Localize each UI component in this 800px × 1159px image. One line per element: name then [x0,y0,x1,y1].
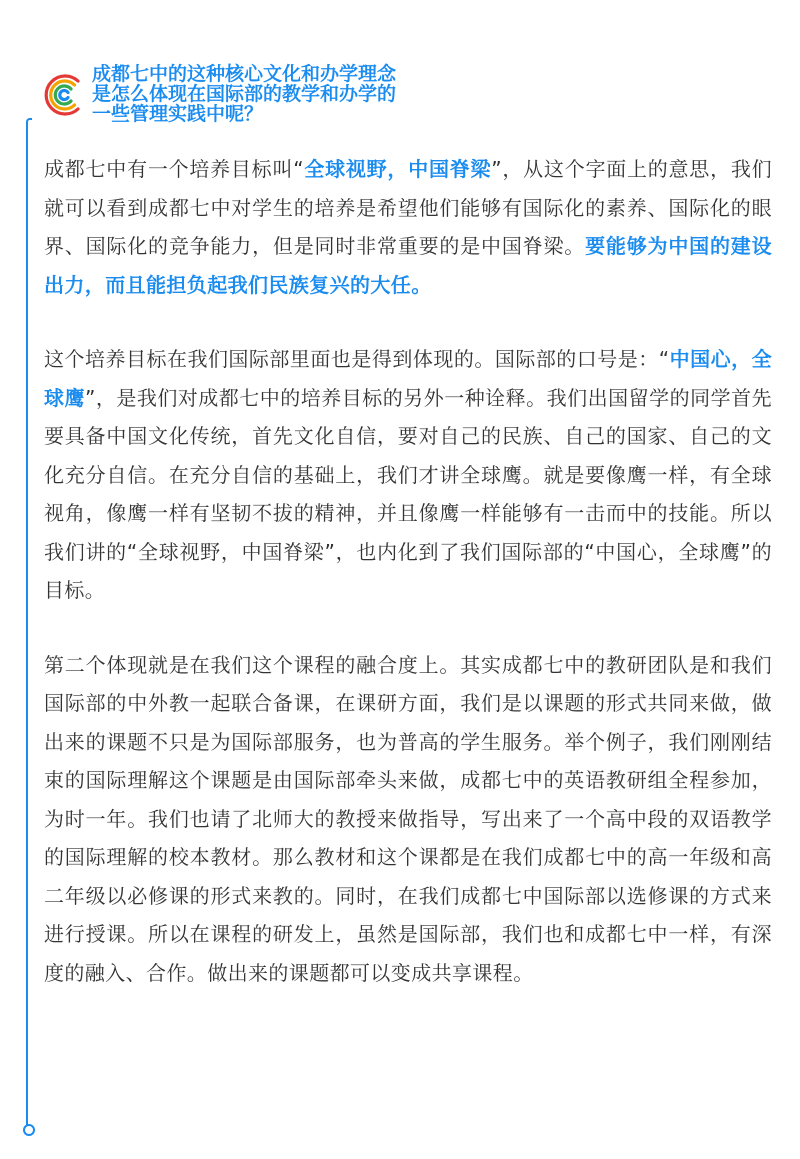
article-body [44,150,772,1028]
paragraph-text: 第二个体现就是在我们这个课程的融合度上。其实成都七中的教研团队是和我们国际部的中外教一起联合备课，在课研方面，我们是以课题的形式共同来做，做出来的课题不只是为国际部服务，也为普高的学生服务。举个例子，我们刚刚结束的国际理解这个课题是由国际部牵头来做，成都七中的英语教研组全程参加，为时一年。我们也请了北师大的教授来做指导，写出来了一个高中段的双语教学的国际理解的校本教材。那么教材和这个课都是在我们成都七中的高一年级和高二年级以必修课的形式来教的。同时，在我们成都七中国际部以选修课的方式来进行授课。所以在课程的研发上，虽然是国际部，我们也和成都七中一样，有深度的融入、合作。做出来的课题都可以变成共享课程。 [44,652,772,985]
heading-line: 成都七中的这种核心文化和办学理念 [92,63,397,85]
paragraph-1 [44,150,772,304]
logo-ring-green [55,86,71,104]
paragraph-text: 这个培养目标在我们国际部里面也是得到体现的。国际部的口号是：“ [44,347,670,371]
left-frame-line [26,118,32,1127]
heading-line: 一些管理实践中呢？ [92,103,264,125]
rainbow-c-logo-icon [40,72,86,118]
paragraph-text: ”，从这个字面上的意思，我们就可以看到成都七中对学生的培养是希望他们能够有国际化的素养、国际化的眼界、国际化的竞争能力，但是同时非常重要的是中国脊梁。 [44,157,773,258]
logo-ring-blue [60,91,68,100]
frame-end-dot [23,1124,35,1136]
section-heading [92,64,552,124]
highlight-text: 要能够为中国的建设出力，而且能担负起我们民族复兴的大任。 [44,234,772,297]
paragraph-text: ”，是我们对成都七中的培养目标的另外一种诠释。我们出国留学的同学首先要具备中国文化传统，首先文化自信，要对自己的民族、自己的国家、自己的文化充分自信。在充分自信的基础上，我们才讲全球鹰。就是要像鹰一样，有全球视角，像鹰一样有坚韧不拔的精神，并且像鹰一样能够有一击而中的技能。所以我们讲的“全球视野，中国脊梁”，也内化到了我们国际部的“中国心，全球鹰”的目标。 [44,385,772,602]
paragraph-2 [44,340,772,610]
highlight-text: 中国心，全球鹰 [44,347,773,410]
heading-line: 是怎么体现在国际部的教学和办学的 [92,83,397,105]
paragraph-3 [44,646,772,993]
paragraph-text: 成都七中有一个培养目标叫“ [44,157,304,181]
highlight-text: 全球视野，中国脊梁 [303,157,492,181]
